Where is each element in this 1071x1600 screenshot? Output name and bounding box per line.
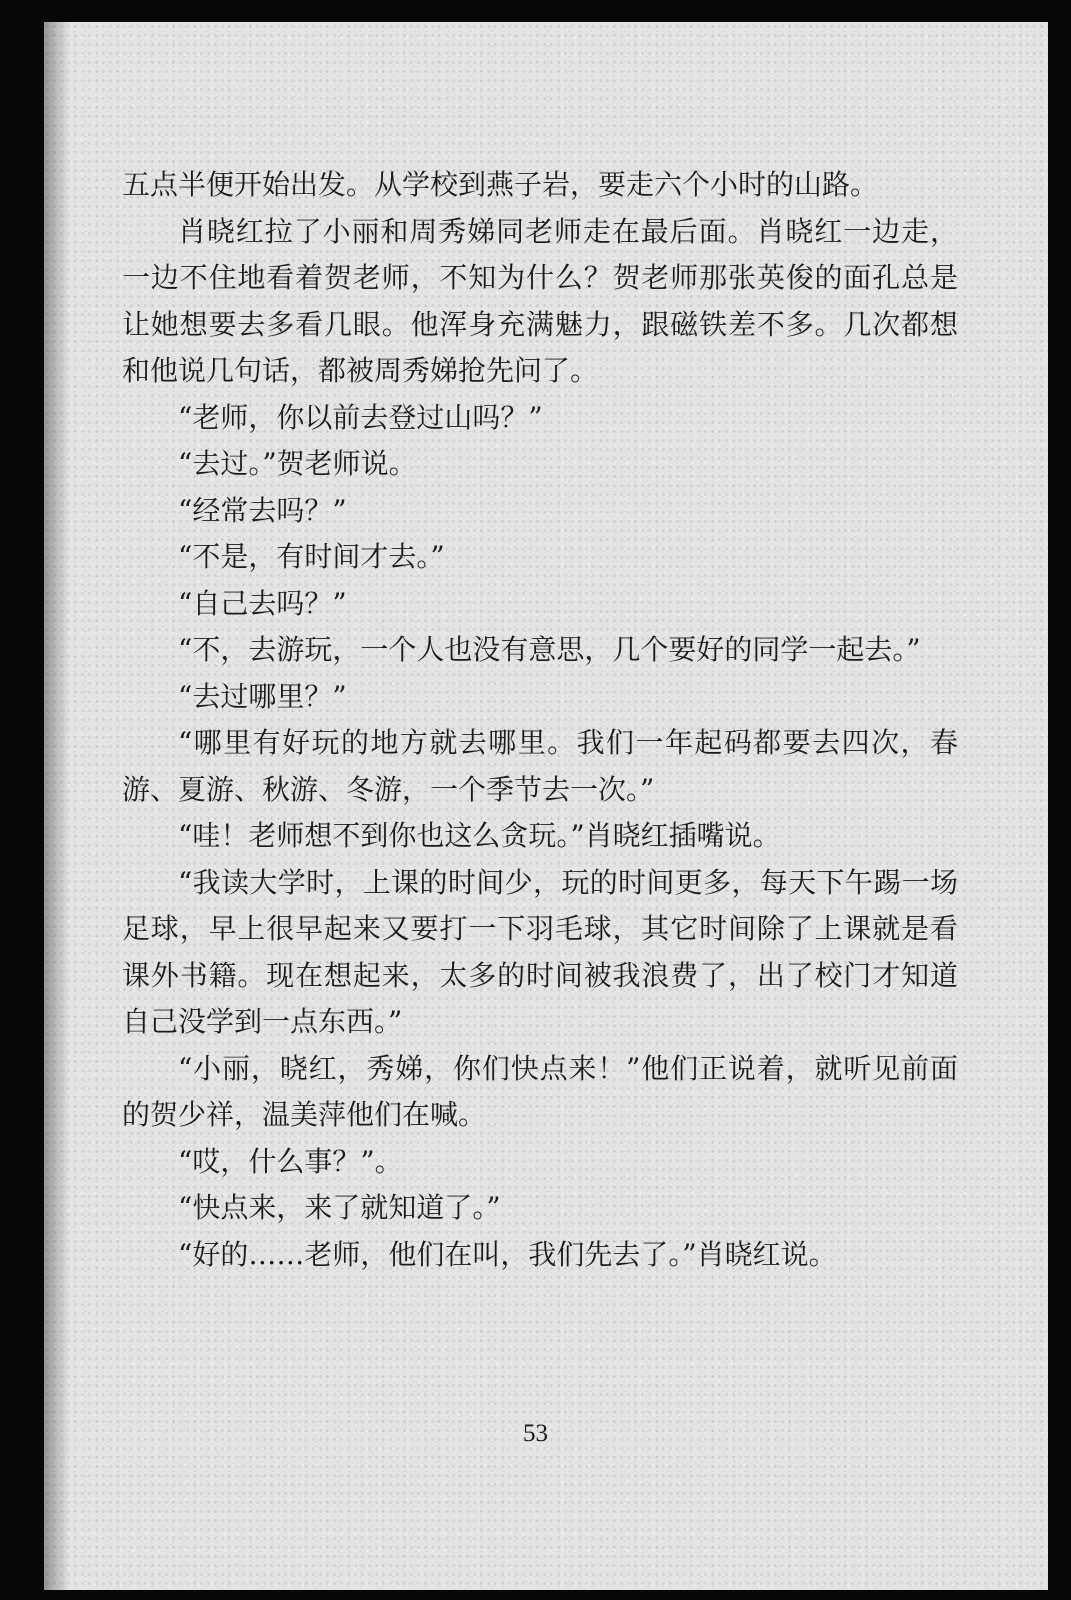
paragraph: 肖晓红拉了小丽和周秀娣同老师走在最后面。肖晓红一边走，一边不住地看着贺老师，不知为什么？贺老师那张英俊的面孔总是让她想要去多看几眼。他浑身充满魅力，跟磁铁差不多。几次都想和他说几句话，都被周秀娣抢先问了。 (122, 214, 958, 387)
paragraph: “小丽，晓红，秀娣，你们快点来！”他们正说着，就听见前面的贺少祥，温美萍他们在喊。 (122, 1051, 958, 1131)
paragraph: “哎，什么事？”。 (178, 1144, 403, 1178)
page-number: 53 (523, 1420, 548, 1447)
paragraph: “老师，你以前去登过山吗？” (178, 400, 543, 434)
paragraph: “经常去吗？” (178, 493, 347, 527)
paragraph: “哇！老师想不到你也这么贪玩。”肖晓红插嘴说。 (178, 819, 781, 852)
paragraph: “哪里有好玩的地方就去哪里。我们一年起码都要去四次，春游、夏游、秋游、冬游，一个季节去一次。” (122, 726, 958, 806)
paragraph: “自己去吗？” (178, 586, 347, 620)
page-edge-shadow (44, 22, 70, 1590)
paragraph: “不，去游玩，一个人也没有意思，几个要好的同学一起去。” (178, 633, 921, 666)
paragraph: “去过哪里？” (178, 679, 347, 713)
paragraph: 五点半便开始出发。从学校到燕子岩，要走六个小时的山路。 (122, 168, 879, 201)
paragraph: “我读大学时，上课的时间少，玩的时间更多，每天下午踢一场足球，早上很早起来又要打一下羽毛球，其它时间除了上课就是看课外书籍。现在想起来，太多的时间被我浪费了，出了校门才知道自己没学到一点东西。” (122, 865, 958, 1038)
body-text (122, 162, 958, 1278)
paragraph: “去过。”贺老师说。 (178, 447, 417, 480)
paragraph: “好的……老师，他们在叫，我们先去了。”肖晓红说。 (178, 1237, 837, 1271)
paragraph: “快点来，来了就知道了。” (178, 1191, 501, 1224)
paragraph: “不是，有时间才去。” (178, 540, 445, 573)
